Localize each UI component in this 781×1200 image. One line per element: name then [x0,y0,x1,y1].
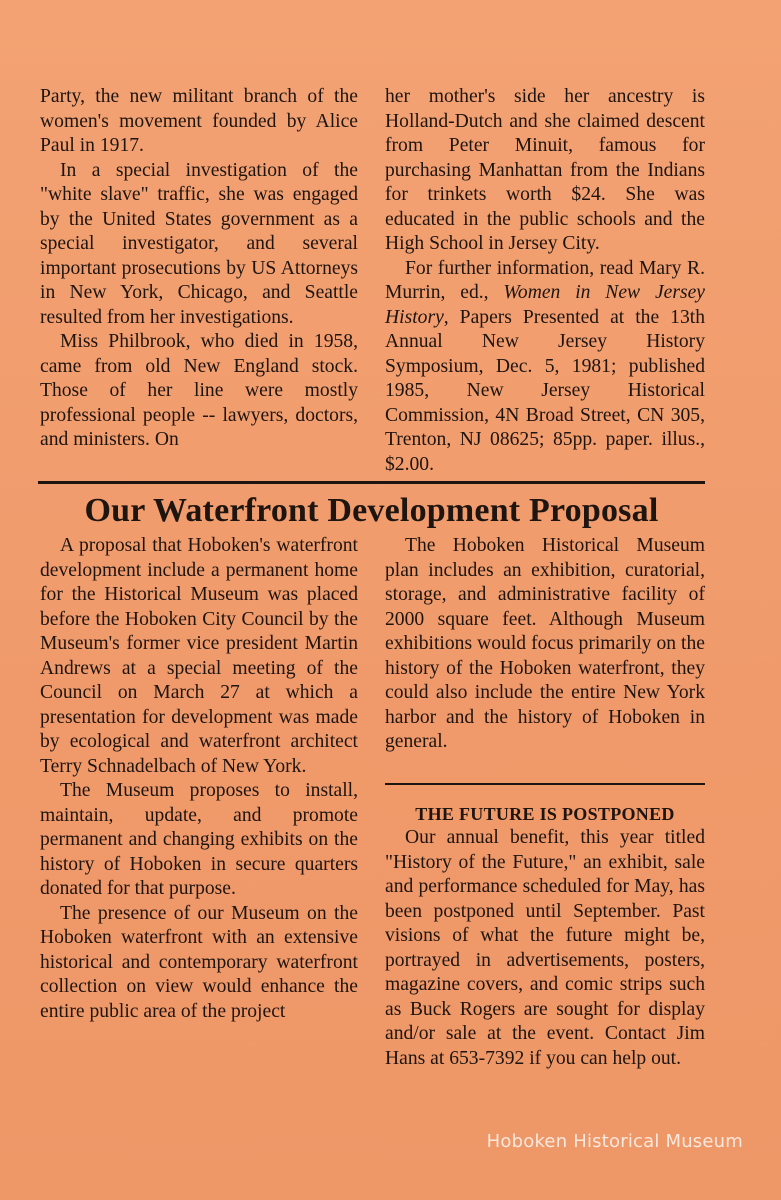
watermark: Hoboken Historical Museum [486,1131,743,1152]
column-bottom-right [385,534,705,755]
paragraph: The Museum proposes to install, maintain, update, and promote permanent and changing exhibits on the history of Hoboken in secure quarters donated for that purpose. [40,780,358,899]
paragraph: her mother's side her ancestry is Holland-Dutch and she claimed descent from Peter Minuit, famous for purchasing Manhattan from the Indians for trinkets worth $24. She was educated in the public schools and the High School in Jersey City. [385,86,705,254]
column-top-right [385,85,705,477]
headline: Our Waterfront Development Proposal [84,492,659,529]
paragraph: The Hoboken Historical Museum plan includes an exhibition, curatorial, storage, and administrative facility of 2000 square feet. Although Museum exhibitions would focus primarily on the history of the Hoboken waterfront, they could also include the entire New York harbor and the history of Hoboken in general. [385,535,705,752]
paragraph: Our annual benefit, this year titled "History of the Future," an exhibit, sale and performance scheduled for May, has been postponed until September. Past visions of what the future might be, portrayed in advertisements, posters, magazine covers, and comic strips such as Buck Rogers are sought for display and/or sale at the event. Contact Jim Hans at 653-7392 if you can help out. [385,827,705,1069]
paragraph: Miss Philbrook, who died in 1958, came from old New England stock. Those of her line were mostly professional people -- lawyers, doctors, and ministers. On [40,331,358,450]
paragraph-further-reading [385,257,705,478]
sidebar-divider [385,783,705,785]
paragraph: In a special investigation of the "white slave" traffic, she was engaged by the United States government as a special investigator, and several important prosecutions by US Attorneys in New York, Chicago, and Seattle resulted from her investigations. [40,159,358,328]
column-bottom-left [40,534,358,1024]
book-title: Women in New Jersey History [385,282,705,328]
paragraph: The presence of our Museum on the Hoboken waterfront with an extensive historical and contemporary waterfront collection on view would enhance the entire public area of the project [40,902,358,1022]
text-run: , Papers Presented at the 13th Annual New Jersey History Symposium, Dec. 5, 1981; published 1985, New Jersey Historical Commission, 4N Broad Street, CN 305, Trenton, NJ 08625; 85pp. paper. illus., $2.00. [385,306,705,475]
column-top-left [40,85,358,453]
sidebar-heading: THE FUTURE IS POSTPONED [415,804,675,824]
sidebar-body [385,826,705,1071]
paragraph: Party, the new militant branch of the women's movement founded by Alice Paul in 1917. [40,86,358,156]
text-run: For further information, read Mary R. Murrin, ed., [385,257,705,303]
section-divider [38,481,705,484]
paragraph: A proposal that Hoboken's waterfront development include a permanent home for the Historical Museum was placed before the Hoboken City Council by the Museum's former vice president Martin Andrews at a special meeting of the Council on March 27 at which a presentation for development was made by ecological and waterfront architect Terry Schnadelbach of New York. [40,535,358,777]
